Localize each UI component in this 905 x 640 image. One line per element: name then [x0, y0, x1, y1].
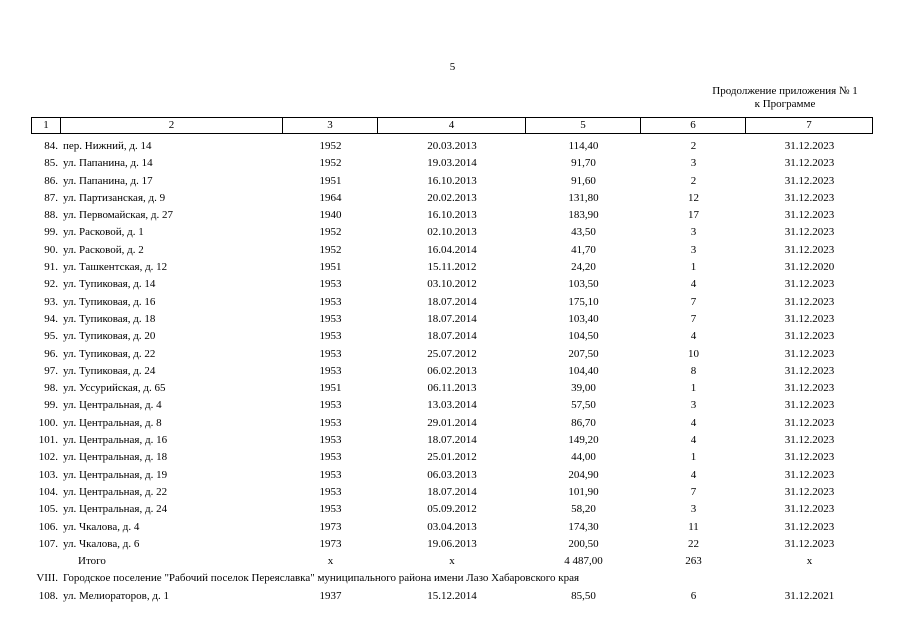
cell-decision-date: 19.03.2014: [427, 157, 477, 170]
cell-deadline-date: 31.12.2023: [784, 434, 835, 447]
cell-decision-date: 06.03.2013: [427, 468, 477, 481]
table-body: [31, 139, 873, 606]
cell-deadline-date: 31.12.2023: [784, 364, 835, 377]
cell-area: 91,60: [571, 174, 596, 187]
appendix-note-line2: к Программе: [754, 98, 816, 110]
cell-row-number: 92.: [44, 278, 58, 291]
cell-build-year: 1952: [319, 157, 342, 170]
cell-deadline-date: 31.12.2023: [784, 537, 835, 550]
cell-deadline-date: 31.12.2023: [784, 520, 835, 533]
total-label: Итого: [78, 555, 106, 568]
cell-decision-date: 18.07.2014: [427, 312, 477, 325]
cell-residents-count: 10: [688, 347, 699, 360]
header-col-7: 7: [746, 118, 873, 134]
section-heading: [31, 571, 873, 588]
table-row: [31, 208, 873, 225]
cell-decision-date: 20.03.2013: [427, 140, 477, 152]
cell-row-number: 88.: [44, 209, 58, 222]
cell-address: ул. Тупиковая, д. 22: [63, 347, 156, 360]
section-title: Городское поселение "Рабочий поселок Переяславка" муниципального района имени Лазо Хабаровского края: [63, 572, 580, 585]
cell-address: ул. Центральная, д. 19: [63, 468, 168, 481]
cell-address: ул. Центральная, д. 8: [63, 416, 162, 429]
cell-area: 91,70: [571, 157, 596, 170]
table-row: [31, 520, 873, 537]
cell-row-number: 101.: [38, 434, 58, 447]
cell-decision-date: 16.04.2014: [427, 243, 477, 256]
total-date: x: [449, 555, 455, 568]
cell-area: 149,20: [568, 434, 599, 447]
column-number-header: [31, 117, 873, 134]
cell-residents-count: 11: [688, 520, 699, 533]
cell-build-year: 1940: [319, 209, 342, 222]
table-row: [31, 537, 873, 554]
cell-row-number: 91.: [44, 261, 58, 274]
cell-deadline-date: 31.12.2023: [784, 312, 835, 325]
cell-deadline-date: 31.12.2023: [784, 485, 835, 498]
cell-row-number: 90.: [44, 243, 58, 256]
cell-residents-count: 8: [690, 364, 697, 377]
table-row: [31, 468, 873, 485]
cell-build-year: 1937: [319, 589, 342, 602]
cell-area: 41,70: [571, 243, 596, 256]
cell-area: 104,50: [568, 330, 599, 343]
cell-residents-count: 1: [690, 261, 697, 274]
cell-decision-date: 03.10.2012: [427, 278, 477, 291]
header-col-1: 1: [32, 118, 61, 134]
cell-deadline-date: 31.12.2023: [784, 191, 835, 204]
cell-decision-date: 18.07.2014: [427, 295, 477, 308]
cell-build-year: 1953: [319, 295, 342, 308]
cell-area: 104,40: [568, 364, 599, 377]
cell-residents-count: 4: [690, 434, 697, 447]
cell-area: 57,50: [571, 399, 596, 412]
cell-row-number: 86.: [44, 174, 58, 187]
cell-residents-count: 7: [690, 295, 697, 308]
table-row: [31, 243, 873, 260]
cell-area: 103,50: [568, 278, 599, 291]
cell-address: ул. Чкалова, д. 6: [63, 537, 140, 550]
cell-area: 86,70: [571, 416, 596, 429]
cell-build-year: 1952: [319, 140, 342, 152]
cell-build-year: 1953: [319, 278, 342, 291]
cell-deadline-date: 31.12.2023: [784, 295, 835, 308]
cell-row-number: 105.: [38, 503, 58, 516]
section-numeral: VIII.: [36, 572, 58, 585]
cell-deadline-date: 31.12.2023: [784, 468, 835, 481]
cell-row-number: 97.: [44, 364, 58, 377]
cell-residents-count: 4: [690, 468, 697, 481]
cell-build-year: 1953: [319, 434, 342, 447]
header-col-2: 2: [61, 118, 283, 134]
cell-row-number: 107.: [38, 537, 58, 550]
cell-residents-count: 3: [690, 226, 697, 239]
cell-build-year: 1953: [319, 330, 342, 343]
cell-area: 58,20: [571, 503, 596, 516]
cell-area: 204,90: [568, 468, 599, 481]
total-deadline: x: [806, 555, 813, 568]
cell-address: ул. Тупиковая, д. 20: [63, 330, 156, 343]
cell-row-number: 94.: [44, 312, 58, 325]
table-row: [31, 295, 873, 312]
cell-row-number: 102.: [38, 451, 58, 464]
cell-address: ул. Центральная, д. 16: [63, 434, 168, 447]
cell-deadline-date: 31.12.2023: [784, 140, 835, 152]
table-row: [31, 260, 873, 277]
cell-deadline-date: 31.12.2023: [784, 451, 835, 464]
table-row: [31, 381, 873, 398]
cell-residents-count: 3: [690, 399, 697, 412]
cell-decision-date: 18.07.2014: [427, 485, 477, 498]
cell-area: 44,00: [571, 451, 596, 464]
cell-address: ул. Расковой, д. 2: [63, 243, 144, 256]
cell-row-number: 84.: [44, 140, 58, 152]
cell-address: ул. Тупиковая, д. 16: [63, 295, 156, 308]
cell-area: 207,50: [568, 347, 599, 360]
cell-area: 101,90: [568, 485, 599, 498]
cell-row-number: 95.: [44, 330, 58, 343]
cell-row-number: 87.: [44, 191, 58, 204]
cell-address: ул. Ташкентская, д. 12: [63, 261, 168, 274]
cell-address: ул. Первомайская, д. 27: [63, 209, 173, 222]
header-col-3: 3: [283, 118, 378, 134]
cell-row-number: 99.: [44, 226, 58, 239]
cell-address: ул. Расковой, д. 1: [63, 226, 144, 239]
cell-residents-count: 4: [690, 416, 697, 429]
table-row: [31, 225, 873, 242]
cell-row-number: 98.: [44, 382, 58, 395]
cell-area: 175,10: [568, 295, 599, 308]
cell-deadline-date: 31.12.2023: [784, 347, 835, 360]
cell-area: 200,50: [568, 537, 599, 550]
cell-build-year: 1952: [319, 226, 342, 239]
cell-decision-date: 29.01.2014: [427, 416, 477, 429]
cell-area: 174,30: [568, 520, 599, 533]
table-row: [31, 398, 873, 415]
cell-deadline-date: 31.12.2020: [784, 261, 835, 274]
cell-deadline-date: 31.12.2023: [784, 416, 835, 429]
table-row: [31, 156, 873, 173]
cell-decision-date: 19.06.2013: [427, 537, 477, 550]
cell-residents-count: 1: [690, 451, 697, 464]
cell-deadline-date: 31.12.2023: [784, 399, 835, 412]
cell-residents-count: 7: [690, 312, 697, 325]
cell-build-year: 1973: [319, 537, 342, 550]
cell-deadline-date: 31.12.2023: [784, 226, 835, 239]
header-col-4: 4: [378, 118, 526, 134]
appendix-note-line1: Продолжение приложения № 1: [712, 85, 858, 97]
cell-build-year: 1953: [319, 416, 342, 429]
cell-address: ул. Тупиковая, д. 18: [63, 312, 156, 325]
header-col-6: 6: [641, 118, 746, 134]
cell-row-number: 100.: [38, 416, 58, 429]
cell-deadline-date: 31.12.2023: [784, 174, 835, 187]
cell-decision-date: 18.07.2014: [427, 434, 477, 447]
cell-row-number: 99.: [44, 399, 58, 412]
cell-build-year: 1952: [319, 243, 342, 256]
cell-residents-count: 22: [688, 537, 699, 550]
table-row: [31, 191, 873, 208]
cell-residents-count: 2: [690, 174, 697, 187]
cell-decision-date: 06.02.2013: [427, 364, 477, 377]
cell-decision-date: 02.10.2013: [427, 226, 477, 239]
table-row: [31, 312, 873, 329]
cell-deadline-date: 31.12.2023: [784, 330, 835, 343]
cell-row-number: 108.: [38, 589, 58, 602]
table-row: [31, 433, 873, 450]
cell-address: ул. Папанина, д. 17: [63, 174, 153, 187]
table-row: [31, 502, 873, 519]
cell-row-number: 104.: [38, 485, 58, 498]
total-area: 4 487,00: [564, 555, 603, 568]
cell-residents-count: 1: [690, 382, 697, 395]
cell-build-year: 1964: [319, 191, 342, 204]
cell-area: 114,40: [568, 140, 599, 152]
total-year: x: [327, 555, 334, 568]
cell-address: ул. Мелиораторов, д. 1: [63, 589, 169, 602]
cell-build-year: 1953: [319, 399, 342, 412]
cell-decision-date: 13.03.2014: [427, 399, 477, 412]
page-number: 5: [449, 61, 456, 73]
cell-decision-date: 15.11.2012: [427, 261, 477, 274]
table-row: [31, 589, 873, 606]
cell-area: 39,00: [571, 382, 596, 395]
cell-build-year: 1951: [319, 261, 342, 274]
cell-residents-count: 3: [690, 157, 697, 170]
cell-address: ул. Партизанская, д. 9: [63, 191, 166, 204]
cell-build-year: 1951: [319, 382, 342, 395]
cell-decision-date: 25.07.2012: [427, 347, 477, 360]
cell-build-year: 1953: [319, 503, 342, 516]
cell-build-year: 1953: [319, 364, 342, 377]
cell-decision-date: 06.11.2013: [427, 382, 477, 395]
cell-decision-date: 16.10.2013: [427, 174, 477, 187]
cell-address: ул. Чкалова, д. 4: [63, 520, 140, 533]
table-row: [31, 485, 873, 502]
cell-decision-date: 15.12.2014: [427, 589, 477, 602]
table-row: [31, 139, 873, 156]
cell-decision-date: 03.04.2013: [427, 520, 477, 533]
cell-row-number: 85.: [44, 157, 58, 170]
cell-address: ул. Центральная, д. 22: [63, 485, 168, 498]
cell-build-year: 1973: [319, 520, 342, 533]
table-row: [31, 416, 873, 433]
cell-decision-date: 16.10.2013: [427, 209, 477, 222]
cell-deadline-date: 31.12.2021: [784, 589, 835, 602]
table-row: [31, 277, 873, 294]
cell-deadline-date: 31.12.2023: [784, 503, 835, 516]
cell-residents-count: 6: [690, 589, 697, 602]
table-row: [31, 347, 873, 364]
cell-residents-count: 12: [688, 191, 699, 204]
cell-deadline-date: 31.12.2023: [784, 278, 835, 291]
cell-residents-count: 4: [690, 330, 697, 343]
cell-residents-count: 4: [690, 278, 697, 291]
cell-address: ул. Папанина, д. 14: [63, 157, 153, 170]
cell-build-year: 1953: [319, 468, 342, 481]
table-row: [31, 174, 873, 191]
appendix-note: [690, 85, 880, 111]
cell-decision-date: 05.09.2012: [427, 503, 477, 516]
cell-address: ул. Тупиковая, д. 24: [63, 364, 156, 377]
cell-deadline-date: 31.12.2023: [784, 243, 835, 256]
cell-residents-count: 3: [690, 243, 697, 256]
cell-address: ул. Центральная, д. 4: [63, 399, 162, 412]
cell-area: 103,40: [568, 312, 599, 325]
cell-address: пер. Нижний, д. 14: [63, 140, 152, 152]
cell-area: 85,50: [571, 589, 596, 602]
header-col-5: 5: [526, 118, 641, 134]
cell-deadline-date: 31.12.2023: [784, 209, 835, 222]
cell-residents-count: 3: [690, 503, 697, 516]
cell-deadline-date: 31.12.2023: [784, 157, 835, 170]
table-row: [31, 329, 873, 346]
cell-build-year: 1953: [319, 485, 342, 498]
cell-row-number: 96.: [44, 347, 58, 360]
cell-address: ул. Уссурийская, д. 65: [63, 382, 166, 395]
header-row: [32, 118, 873, 134]
cell-area: 183,90: [568, 209, 599, 222]
cell-residents-count: 7: [690, 485, 697, 498]
cell-address: ул. Центральная, д. 18: [63, 451, 168, 464]
cell-build-year: 1953: [319, 347, 342, 360]
cell-deadline-date: 31.12.2023: [784, 382, 835, 395]
cell-build-year: 1951: [319, 174, 342, 187]
cell-decision-date: 20.02.2013: [427, 191, 477, 204]
cell-row-number: 93.: [44, 295, 58, 308]
cell-address: ул. Тупиковая, д. 14: [63, 278, 156, 291]
cell-residents-count: 17: [688, 209, 699, 222]
cell-decision-date: 18.07.2014: [427, 330, 477, 343]
cell-row-number: 106.: [38, 520, 58, 533]
total-count: 263: [685, 555, 702, 568]
cell-build-year: 1953: [319, 451, 342, 464]
cell-row-number: 103.: [38, 468, 58, 481]
cell-area: 43,50: [571, 226, 596, 239]
total-row: [31, 554, 873, 571]
cell-residents-count: 2: [690, 140, 697, 152]
cell-build-year: 1953: [319, 312, 342, 325]
table-row: [31, 450, 873, 467]
cell-area: 131,80: [568, 191, 599, 204]
table-row: [31, 364, 873, 381]
cell-address: ул. Центральная, д. 24: [63, 503, 168, 516]
cell-area: 24,20: [571, 261, 596, 274]
cell-decision-date: 25.01.2012: [427, 451, 477, 464]
